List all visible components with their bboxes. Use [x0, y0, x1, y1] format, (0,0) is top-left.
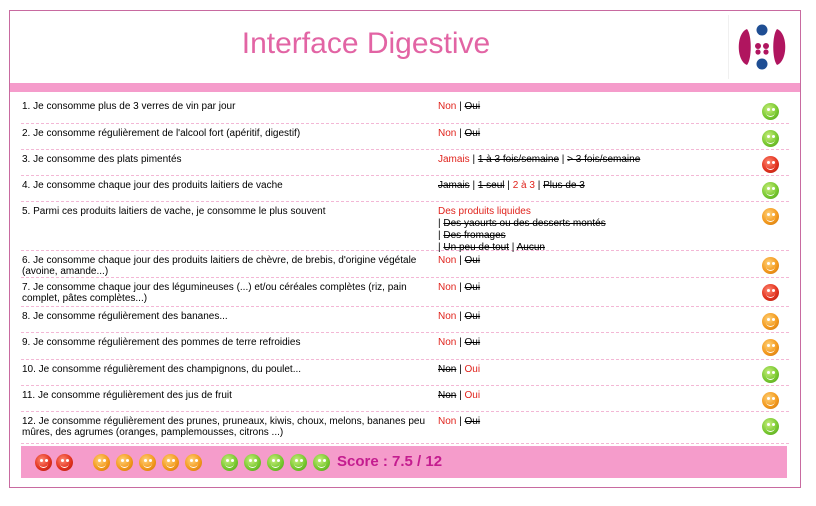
smiley-mouth	[766, 266, 775, 271]
answer-option[interactable]: Non	[438, 311, 457, 322]
smiley-mouth	[766, 217, 775, 222]
answer-options	[438, 390, 748, 402]
smiley-mouth	[189, 463, 198, 468]
answer-option[interactable]: Jamais	[438, 154, 470, 165]
green-smiley-icon	[267, 454, 284, 471]
questionnaire-panel	[9, 10, 801, 488]
smiley-eye	[144, 459, 147, 462]
answer-option[interactable]: Non	[438, 128, 457, 139]
smiley-mouth	[60, 463, 69, 468]
smiley-mouth	[766, 375, 775, 380]
question-text: 9. Je consomme régulièrement des pommes de terre refroidies	[22, 337, 301, 348]
smiley-eye	[272, 459, 275, 462]
smiley-eye	[167, 459, 170, 462]
smiley-eye	[226, 459, 229, 462]
answer-option[interactable]: Jamais	[438, 180, 470, 191]
option-separator: |	[456, 416, 465, 427]
answer-option[interactable]: Non	[438, 416, 457, 427]
question-row	[21, 278, 789, 307]
smiley-eye	[767, 161, 770, 164]
smiley-mouth	[120, 463, 129, 468]
answer-option[interactable]: Non	[438, 255, 457, 266]
option-separator: |	[456, 128, 465, 139]
smiley-eye	[231, 459, 234, 462]
smiley-eye	[772, 397, 775, 400]
smiley-eye	[772, 187, 775, 190]
question-text: 7. Je consomme chaque jour des légumineuses (...) et/ou céréales complètes (riz, pain complet, pâtes complètes...)	[22, 282, 407, 304]
question-row	[21, 307, 789, 333]
smiley-eye	[121, 459, 124, 462]
option-separator: |	[509, 242, 517, 253]
smiley-eye	[772, 135, 775, 138]
option-separator: |	[438, 218, 444, 229]
option-separator: |	[456, 337, 465, 348]
brand-logo-icon	[728, 15, 795, 79]
question-text: 11. Je consomme régulièrement des jus de fruit	[22, 390, 232, 401]
smiley-eye	[45, 459, 48, 462]
option-separator: |	[456, 390, 465, 401]
smiley-mouth	[766, 112, 775, 117]
question-row	[21, 333, 789, 360]
answer-option[interactable]: Des produits liquides	[438, 206, 531, 217]
smiley-eye	[767, 318, 770, 321]
answer-option[interactable]: Plus de 3	[543, 180, 585, 191]
answer-options	[438, 282, 748, 294]
smiley-eye	[772, 213, 775, 216]
smiley-mouth	[39, 463, 48, 468]
answer-options	[438, 337, 748, 349]
answer-option[interactable]: > 3 fois/semaine	[567, 154, 641, 165]
smiley-eye	[149, 459, 152, 462]
question-text: 4. Je consomme chaque jour des produits laitiers de vache	[22, 180, 283, 191]
smiley-mouth	[166, 463, 175, 468]
green-smiley-icon	[221, 454, 238, 471]
green-smiley-icon	[313, 454, 330, 471]
smiley-eye	[772, 423, 775, 426]
answer-options	[438, 154, 748, 166]
smiley-eye	[126, 459, 129, 462]
orange-smiley-icon	[762, 257, 779, 274]
question-text: 1. Je consomme plus de 3 verres de vin par jour	[22, 101, 236, 112]
smiley-eye	[318, 459, 321, 462]
question-row	[21, 176, 789, 202]
question-row	[21, 251, 789, 278]
smiley-eye	[767, 397, 770, 400]
smiley-mouth	[248, 463, 257, 468]
smiley-eye	[254, 459, 257, 462]
green-smiley-icon	[244, 454, 261, 471]
answer-option[interactable]: 1 à 3 fois/semaine	[477, 154, 560, 165]
smiley-mouth	[271, 463, 280, 468]
answer-option[interactable]: Non	[438, 390, 457, 401]
question-text: 2. Je consomme régulièrement de l'alcool fort (apéritif, digestif)	[22, 128, 301, 139]
header-divider	[10, 83, 800, 92]
smiley-mouth	[766, 348, 775, 353]
answer-option[interactable]: Oui	[464, 101, 481, 112]
orange-smiley-icon	[762, 208, 779, 225]
smiley-eye	[772, 371, 775, 374]
option-separator: |	[504, 180, 513, 191]
answer-options	[438, 128, 748, 140]
option-separator: |	[456, 282, 465, 293]
smiley-eye	[172, 459, 175, 462]
smiley-mouth	[766, 322, 775, 327]
smiley-mouth	[766, 191, 775, 196]
option-separator: |	[534, 180, 544, 191]
option-separator: |	[469, 180, 478, 191]
question-row	[21, 150, 789, 176]
smiley-eye	[767, 187, 770, 190]
option-separator: |	[438, 230, 444, 241]
orange-smiley-icon	[116, 454, 133, 471]
smiley-eye	[767, 213, 770, 216]
smiley-eye	[767, 423, 770, 426]
answer-option[interactable]: Des yaourts ou des desserts montés	[443, 218, 606, 229]
red-smiley-icon	[762, 156, 779, 173]
smiley-eye	[772, 161, 775, 164]
answer-option[interactable]: 2 à 3	[512, 180, 535, 191]
smiley-mouth	[97, 463, 106, 468]
smiley-mouth	[766, 293, 775, 298]
smiley-mouth	[766, 401, 775, 406]
question-row	[21, 202, 789, 251]
green-smiley-icon	[762, 130, 779, 147]
question-list	[21, 97, 789, 444]
answer-options	[438, 180, 748, 192]
page-title: Interface Digestive	[241, 27, 491, 60]
red-smiley-icon	[762, 284, 779, 301]
answer-option[interactable]: Aucun	[516, 242, 545, 253]
smiley-eye	[772, 108, 775, 111]
green-smiley-icon	[762, 418, 779, 435]
smiley-eye	[295, 459, 298, 462]
smiley-eye	[772, 262, 775, 265]
orange-smiley-icon	[162, 454, 179, 471]
answer-option[interactable]: Oui	[464, 282, 481, 293]
option-separator: |	[456, 255, 465, 266]
smiley-eye	[249, 459, 252, 462]
smiley-eye	[767, 371, 770, 374]
question-text: 3. Je consomme des plats pimentés	[22, 154, 182, 165]
smiley-eye	[40, 459, 43, 462]
question-row	[21, 386, 789, 412]
smiley-eye	[195, 459, 198, 462]
question-row	[21, 412, 789, 444]
smiley-eye	[767, 135, 770, 138]
header	[10, 11, 800, 83]
option-separator: |	[456, 364, 465, 375]
red-smiley-icon	[56, 454, 73, 471]
smiley-eye	[61, 459, 64, 462]
score-bar	[21, 446, 787, 478]
answer-options	[438, 206, 748, 254]
question-text: 6. Je consomme chaque jour des produits laitiers de chèvre, de brebis, d'origine végétale (avoine, amande...)	[22, 255, 417, 277]
answer-option[interactable]: Oui	[464, 255, 481, 266]
smiley-eye	[772, 344, 775, 347]
smiley-eye	[103, 459, 106, 462]
smiley-mouth	[766, 139, 775, 144]
smiley-eye	[767, 262, 770, 265]
smiley-eye	[772, 289, 775, 292]
option-separator: |	[456, 311, 465, 322]
answer-option[interactable]: Un peu de tout	[443, 242, 509, 253]
option-separator: |	[438, 242, 444, 253]
answer-option[interactable]: Non	[438, 101, 457, 112]
orange-smiley-icon	[185, 454, 202, 471]
question-row	[21, 360, 789, 386]
orange-smiley-icon	[762, 313, 779, 330]
question-text: 10. Je consomme régulièrement des champignons, du poulet...	[22, 364, 302, 375]
green-smiley-icon	[762, 103, 779, 120]
answer-option[interactable]: Oui	[464, 128, 481, 139]
smiley-mouth	[225, 463, 234, 468]
smiley-mouth	[317, 463, 326, 468]
green-smiley-icon	[762, 182, 779, 199]
answer-option[interactable]: Oui	[464, 390, 481, 401]
orange-smiley-icon	[93, 454, 110, 471]
answer-option[interactable]: Oui	[464, 416, 481, 427]
answer-option[interactable]: 1 seul	[477, 180, 505, 191]
answer-option[interactable]: Oui	[464, 311, 481, 322]
answer-option[interactable]: Oui	[464, 364, 481, 375]
answer-options	[438, 364, 748, 376]
answer-option[interactable]: Des fromages	[443, 230, 506, 241]
smiley-mouth	[766, 427, 775, 432]
smiley-eye	[767, 289, 770, 292]
green-smiley-icon	[290, 454, 307, 471]
orange-smiley-icon	[139, 454, 156, 471]
smiley-mouth	[294, 463, 303, 468]
smiley-eye	[767, 344, 770, 347]
option-separator: |	[469, 154, 478, 165]
answer-options	[438, 101, 748, 113]
smiley-mouth	[766, 165, 775, 170]
green-smiley-icon	[762, 366, 779, 383]
answer-option[interactable]: Non	[438, 337, 457, 348]
option-separator: |	[456, 101, 465, 112]
smiley-eye	[66, 459, 69, 462]
smiley-eye	[190, 459, 193, 462]
score-text: Score : 7.5 / 12	[337, 453, 443, 470]
answer-option[interactable]: Oui	[464, 337, 481, 348]
question-row	[21, 97, 789, 124]
question-row	[21, 124, 789, 150]
question-text: 12. Je consomme régulièrement des prunes, pruneaux, kiwis, choux, melons, bananes peu mûres, des agrumes (oranges, pamplemousses, citrons ...)	[22, 416, 426, 438]
orange-smiley-icon	[762, 392, 779, 409]
red-smiley-icon	[35, 454, 52, 471]
orange-smiley-icon	[762, 339, 779, 356]
smiley-eye	[277, 459, 280, 462]
answer-option[interactable]: Non	[438, 282, 457, 293]
answer-option[interactable]: Non	[438, 364, 457, 375]
question-text: 8. Je consomme régulièrement des bananes...	[22, 311, 228, 322]
smiley-mouth	[143, 463, 152, 468]
smiley-eye	[767, 108, 770, 111]
smiley-eye	[772, 318, 775, 321]
answer-options	[438, 311, 748, 323]
option-separator: |	[559, 154, 568, 165]
question-text: 5. Parmi ces produits laitiers de vache, je consomme le plus souvent	[22, 206, 326, 217]
smiley-eye	[323, 459, 326, 462]
smiley-eye	[300, 459, 303, 462]
smiley-eye	[98, 459, 101, 462]
answer-options	[438, 416, 748, 428]
answer-options	[438, 255, 748, 267]
